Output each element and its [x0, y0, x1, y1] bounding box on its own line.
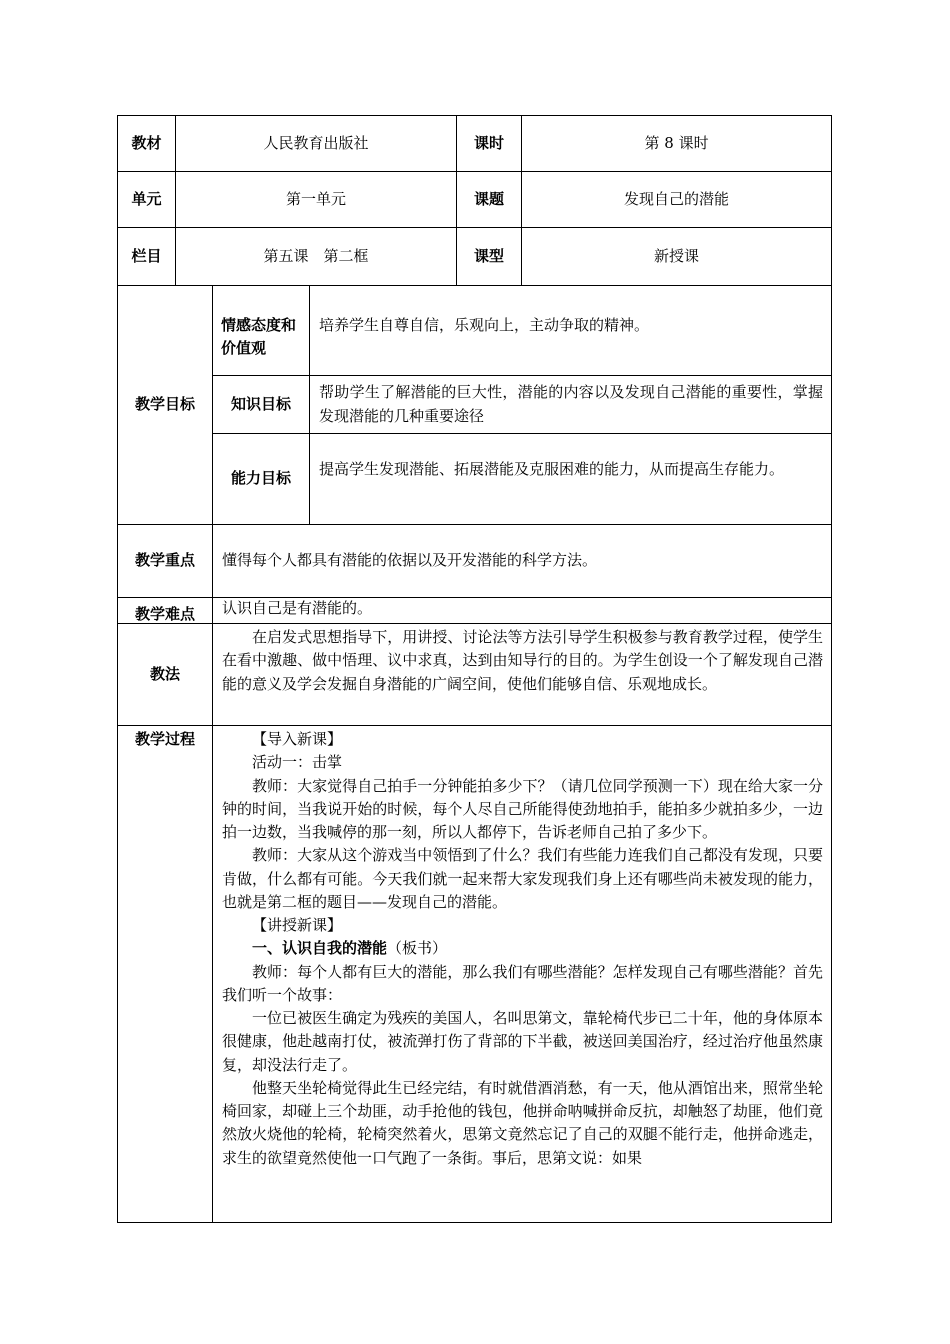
- process-paragraph: 一位已被医生确定为残疾的美国人，名叫思第文，靠轮椅代步已二十年，他的身体原本很健康，他赴越南打仗，被流弹打伤了背部的下半截，被送回美国治疗，经过治疗他虽然康复，却没法行走了。: [222, 1009, 824, 1074]
- process-paragraph: 他整天坐轮椅觉得此生已经完结，有时就借酒消愁，有一天，他从酒馆出来，照常坐轮椅回家，却碰上三个劫匪，动手抢他的钱包，他拼命呐喊拼命反抗，却触怒了劫匪，他们竟然放火烧他的轮椅，轮椅突然着火，思第文竟然忘记了自己的双腿不能行走，他拼命逃走，求生的欲望竟然使他一口气跑了一条街。事后，思第文说：如果: [222, 1078, 824, 1167]
- objective-row: [118, 376, 832, 434]
- difficulty-row: [118, 598, 832, 624]
- value-lesson-type: 新授课: [522, 228, 832, 286]
- label-period: 课时: [457, 116, 522, 172]
- value-column: 第五课 第二框: [176, 228, 457, 286]
- key-point-text: 懂得每个人都具有潜能的依据以及开发潜能的科学方法。: [213, 525, 832, 598]
- process-paragraph: 教师：大家从这个游戏当中领悟到了什么？我们有些能力连我们自己都没有发现，只要肯做，什么都有可能。今天我们就一起来帮大家发现我们身上还有哪些尚未被发现的能力，也就是第二框的题目——发现自己的潜能。: [222, 846, 824, 911]
- difficulty-text: 认识自己是有潜能的。: [213, 598, 832, 624]
- method-text-cell: [213, 624, 832, 726]
- header-row: [118, 228, 832, 286]
- lesson-plan-table: [117, 115, 832, 1223]
- value-topic: 发现自己的潜能: [522, 172, 832, 228]
- objective-text: 培养学生自尊自信，乐观向上，主动争取的精神。: [310, 286, 832, 376]
- label-process: 教学过程: [118, 726, 213, 1223]
- label-difficulty: 教学难点: [118, 598, 213, 624]
- label-textbook: 教材: [118, 116, 176, 172]
- objective-name: 知识目标: [213, 376, 310, 434]
- objective-text: 提高学生发现潜能、拓展潜能及克服困难的能力，从而提高生存能力。: [310, 434, 832, 525]
- method-row: [118, 624, 832, 726]
- process-paragraph: 活动一：击掌: [252, 753, 343, 772]
- label-lesson-type: 课型: [457, 228, 522, 286]
- label-unit: 单元: [118, 172, 176, 228]
- process-paragraph: 【导入新课】: [252, 730, 343, 748]
- process-paragraph: 【讲授新课】: [252, 916, 343, 934]
- section-heading-note: （板书）: [387, 939, 448, 958]
- process-text-cell: [213, 726, 832, 1223]
- objective-name: 能力目标: [213, 434, 310, 525]
- method-paragraph: 在启发式思想指导下，用讲授、讨论法等方法引导学生积极参与教育教学过程，使学生在看中激趣、做中悟理、议中求真，达到由知导行的目的。为学生创设一个了解发现自己潜能的意义及学会发掘自身潜能的广阔空间，使他们能够自信、乐观地成长。: [222, 628, 824, 693]
- process-paragraph: 教师：大家觉得自己拍手一分钟能拍多少下？（请几位同学预测一下）现在给大家一分钟的时间，当我说开始的时候，每个人尽自己所能得使劲地拍手，能拍多少就拍多少，一边拍一边数，当我喊停的那一刻，所以人都停下，告诉老师自己拍了多少下。: [222, 776, 824, 841]
- label-method: 教法: [118, 624, 213, 726]
- header-row: [118, 172, 832, 228]
- value-textbook: 人民教育出版社: [176, 116, 457, 172]
- section-heading: 一、认识自我的潜能: [252, 939, 388, 958]
- label-key-point: 教学重点: [118, 525, 213, 598]
- objective-text: 帮助学生了解潜能的巨大性，潜能的内容以及发现自己潜能的重要性，掌握发现潜能的几种重要途径: [310, 376, 832, 434]
- label-topic: 课题: [457, 172, 522, 228]
- value-unit: 第一单元: [176, 172, 457, 228]
- objective-row: [118, 286, 832, 376]
- objective-row: [118, 434, 832, 525]
- value-period: 第 8 课时: [522, 116, 832, 172]
- header-row: [118, 116, 832, 172]
- process-heading: [222, 937, 823, 960]
- label-teaching-objectives: 教学目标: [118, 286, 213, 525]
- process-row: [118, 726, 832, 1223]
- process-paragraph: 教师：每个人都有巨大的潜能，那么我们有哪些潜能？怎样发现自己有哪些潜能？首先我们听一个故事：: [222, 962, 824, 1004]
- label-column: 栏目: [118, 228, 176, 286]
- objective-name: 情感态度和价值观: [213, 286, 310, 376]
- key-point-row: [118, 525, 832, 598]
